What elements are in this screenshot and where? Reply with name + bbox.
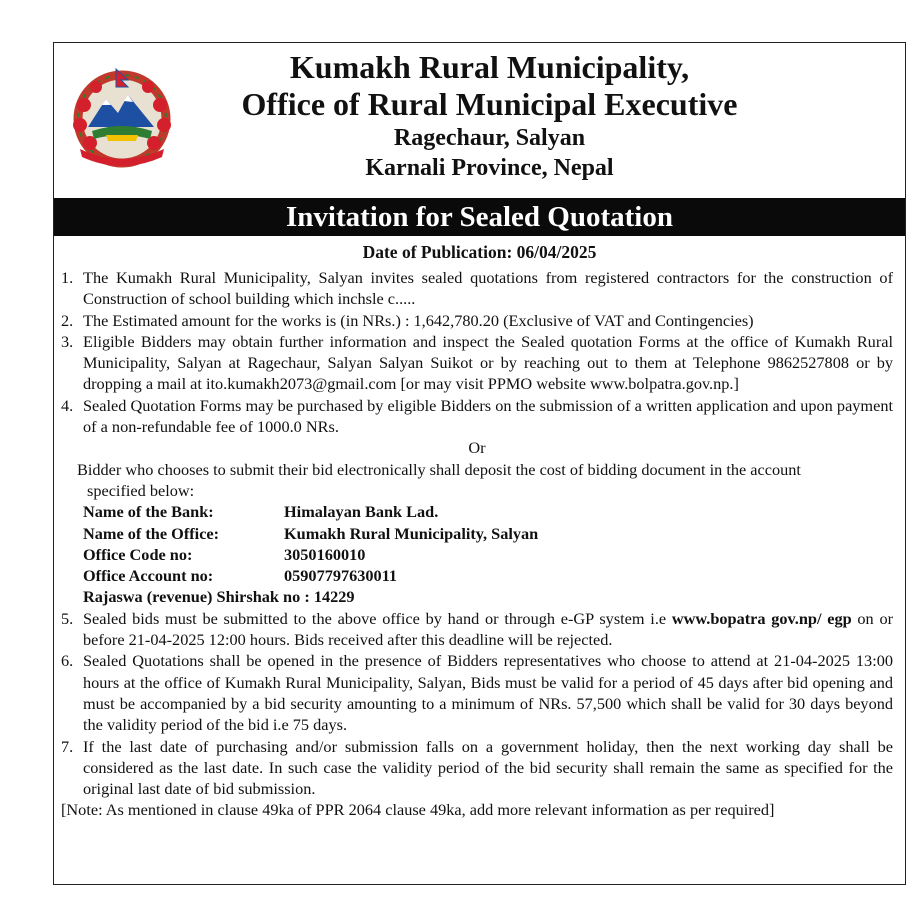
- clause-number: 4.: [61, 395, 74, 415]
- clause-number: 3.: [61, 331, 74, 351]
- clause-text: The Kumakh Rural Municipality, Salyan invites sealed quotations from registered contractors for the construction of Construction of school building which inchsle c.....: [83, 268, 893, 309]
- rajaswa-line: Rajaswa (revenue) Shirshak no : 14229: [83, 587, 355, 607]
- clause-7: [61, 736, 893, 800]
- office-row: [83, 523, 893, 544]
- clause-number: 2.: [61, 310, 74, 330]
- notice-title-banner: Invitation for Sealed Quotation: [54, 198, 905, 236]
- account-label: Office Account no:: [83, 566, 214, 586]
- clause-6: [61, 650, 893, 735]
- province-country: Karnali Province, Nepal: [365, 155, 614, 181]
- clause-5-pre: Sealed bids must be submitted to the above office by hand or through e-GP system i.e: [83, 608, 672, 628]
- clause-1: [61, 267, 893, 310]
- electronic-bid-line: specified below:: [87, 480, 195, 500]
- notice-frame: [53, 42, 906, 885]
- account-value: 05907797630011: [284, 566, 398, 586]
- notice-header: [54, 43, 905, 195]
- office-code-value: 3050160010: [284, 544, 366, 564]
- office-value: Kumakh Rural Municipality, Salyan: [284, 523, 539, 543]
- electronic-bid-line: Bidder who chooses to submit their bid electronically shall deposit the cost of bidding document in the account: [77, 459, 801, 479]
- office-label: Name of the Office:: [83, 523, 220, 543]
- clause-number: 1.: [61, 268, 74, 287]
- electronic-bid-instruction: [61, 459, 893, 502]
- clause-text: Sealed Quotation Forms may be purchased by eligible Bidders on the submission of a written application and upon payment of a non-refundable fee of 1000.0 NRs.: [83, 395, 893, 437]
- office-code-row: [83, 544, 893, 565]
- egp-link[interactable]: www.bopatra gov.np/ egp: [671, 608, 852, 628]
- clause-text: The Estimated amount for the works is (in NRs.) : 1,642,780.20 (Exclusive of VAT and Contingencies): [83, 310, 754, 330]
- bank-row: [83, 501, 893, 522]
- publication-date: Date of Publication: 06/04/2025: [362, 242, 597, 262]
- clause-4: [61, 395, 893, 438]
- note-line: [Note: As mentioned in clause 49ka of PPR 2064 clause 49ka, add more relevant information as per required]: [61, 800, 775, 820]
- office-location: Ragechaur, Salyan: [393, 125, 586, 151]
- clause-text: [83, 608, 893, 651]
- municipality-name: Kumakh Rural Municipality,: [289, 49, 690, 85]
- clause-number: 7.: [61, 736, 74, 756]
- office-code-label: Office Code no:: [83, 544, 193, 564]
- clause-text: If the last date of purchasing and/or submission falls on a government holiday, then the next working day shall be considered as the last date. In such case the validity period of the bid security shall remain the same as specified for the original last date of bid submission.: [83, 736, 893, 799]
- clause-text: Sealed Quotations shall be opened in the presence of Bidders representatives who choose to attend at 21-04-2025 13:00 hours at the office of Kumakh Rural Municipality, Salyan, Bids must be valid for a period of 45 days after bid opening and must be accompanied by a bid security amounting to a minimum of NRs. 57,500 which shall be valid for 30 days beyond the validity period of the bid i.e 75 days.: [83, 651, 893, 735]
- clause-3: [61, 331, 893, 395]
- clause-number: 6.: [61, 651, 74, 671]
- office-name: Office of Rural Municipal Executive: [241, 86, 738, 122]
- clause-2: [61, 310, 893, 331]
- account-row: [83, 565, 893, 586]
- clause-number: 5.: [61, 608, 74, 628]
- bank-value: Himalayan Bank Lad.: [284, 502, 439, 522]
- clause-5-post: on or before 21-04-2025 12:00 hours. Bids received after this deadline will be rejected.: [83, 608, 894, 650]
- notice-body: [61, 267, 893, 821]
- bank-details: [61, 501, 893, 607]
- bank-label: Name of the Bank:: [83, 502, 214, 522]
- clause-text: Eligible Bidders may obtain further information and inspect the Sealed quotation Forms at the office of Kumakh Rural Municipality, Salyan at Ragechaur, Salyan Salyan Suikot or by reaching out to them at Telephone 9862527808 or by dropping a mail at ito.kumakh2073@gmail.com [or may visit PPMO website www.bolpatra.gov.np.]: [83, 331, 893, 394]
- clause-5: [61, 608, 893, 651]
- or-separator: Or: [468, 438, 486, 458]
